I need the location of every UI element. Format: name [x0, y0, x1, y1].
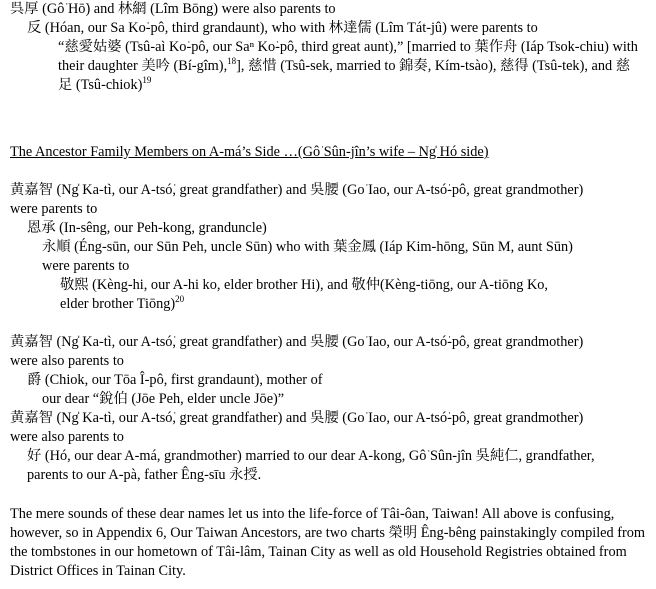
footnote-20: 20: [175, 294, 185, 305]
intro-line-1: [10, 0, 650, 19]
group2-parents: [10, 333, 590, 371]
section-heading-text: The Ancestor Family Members on A-má’s Side …(Gô͘ Sûn-jîn’s wife – Ng̍ Hó side): [10, 144, 489, 160]
closing-paragraph-text: The mere sounds of these dear names let us into the life-force of Tâi-ôan, Taiwan! All above is confusing, however, so in Appendix 6, Our Taiwan Ancestors, are two charts 榮明 Êng-bêng painstakingly compiled from the tombstones in our hometown of Tâi-lâm, Tainan City as well as old Household Registries obtained from District Offices in Tainan City.: [10, 506, 646, 579]
group3-child-text: 好 (Hó, our dear A-má, grandmother) married to our dear A-kong, Gô͘ Sûn-jîn 吳純仁, grandfather, parents to our A-pà, father Êng-sīu 永授.: [27, 448, 595, 483]
group1-child-text: 恩承 (In-sêng, our Peh-kong, granduncle): [27, 220, 267, 236]
intro-descendants: [58, 38, 640, 95]
section-heading: [10, 143, 650, 162]
group1-parents: [10, 181, 590, 219]
group3-child: [27, 447, 627, 485]
group2-child: [27, 371, 627, 390]
group1-parents-text: 黄嘉智 (Ng̍ Ka-tì, our A-tsó͘, great grandfather) and 吳腰 (Go͘ Iao, our A-tsó͘-pô, great grandmother) were parents to: [10, 182, 584, 217]
group1-great-grandchildren-text: 敬熙 (Kèng-hi, our A-hi ko, elder brother Hi), and 敬仲(Kèng-tiōng, our A-tiōng Ko, elder brother Tiōng): [60, 277, 548, 312]
group1-child: [27, 219, 627, 238]
group2-parents-text: 黄嘉智 (Ng̍ Ka-tì, our A-tsó͘, great grandfather) and 吳腰 (Go͘ Iao, our A-tsó͘-pô, great grandmother) were also parents to: [10, 334, 584, 369]
group2-child-text: 爵 (Chiok, our Tōa Î-pô, first grandaunt), mother of: [27, 372, 323, 388]
group2-grandchild: [42, 390, 642, 409]
intro-line-2-text: 反 (Hóan, our Sa Ko͘-pô, third grandaunt), who with 林達儒 (Lîm Tát-jû) were parents to: [27, 20, 538, 36]
group1-grandchild: [42, 238, 587, 276]
group3-parents: [10, 409, 590, 447]
group1-grandchild-text: 永順 (Éng-sūn, our Sūn Peh, uncle Sūn) who with 葉金鳳 (Iáp Kim-hōng, Sūn M, aunt Sūn) were parents to: [42, 239, 573, 274]
intro-descendants-text: “慈愛姑婆 (Tsû-aì Ko͘-pô, our Saⁿ Ko͘-pô, third great aunt),” [married to 葉作舟 (Iáp Tsok-chiu) with their daughter 美吟 (Bí-gîm),: [58, 39, 638, 74]
group1-great-grandchildren: [60, 276, 580, 314]
closing-paragraph: [10, 505, 646, 581]
intro-line-1-text: 呉厚 (Gô͘ Hō͘) and 林網 (Lîm Bōng) were also parents to: [10, 1, 336, 17]
group3-parents-text: 黄嘉智 (Ng̍ Ka-tì, our A-tsó͘, great grandfather) and 吳腰 (Go͘ Iao, our A-tsó͘-pô, great grandmother) were also parents to: [10, 410, 584, 445]
intro-line-2: [27, 19, 652, 38]
group2-grandchild-text: our dear “銳伯 (Jōe Peh, elder uncle Jōe)”: [42, 391, 285, 407]
footnote-19: 19: [142, 75, 152, 86]
intro-descendants-tail: ], 慈惜 (Tsû-sek, married to 錦奏, Kím-tsào), 慈得 (Tsû-tek), and 慈足 (Tsû-chiok): [58, 58, 631, 93]
footnote-18: 18: [227, 56, 237, 67]
